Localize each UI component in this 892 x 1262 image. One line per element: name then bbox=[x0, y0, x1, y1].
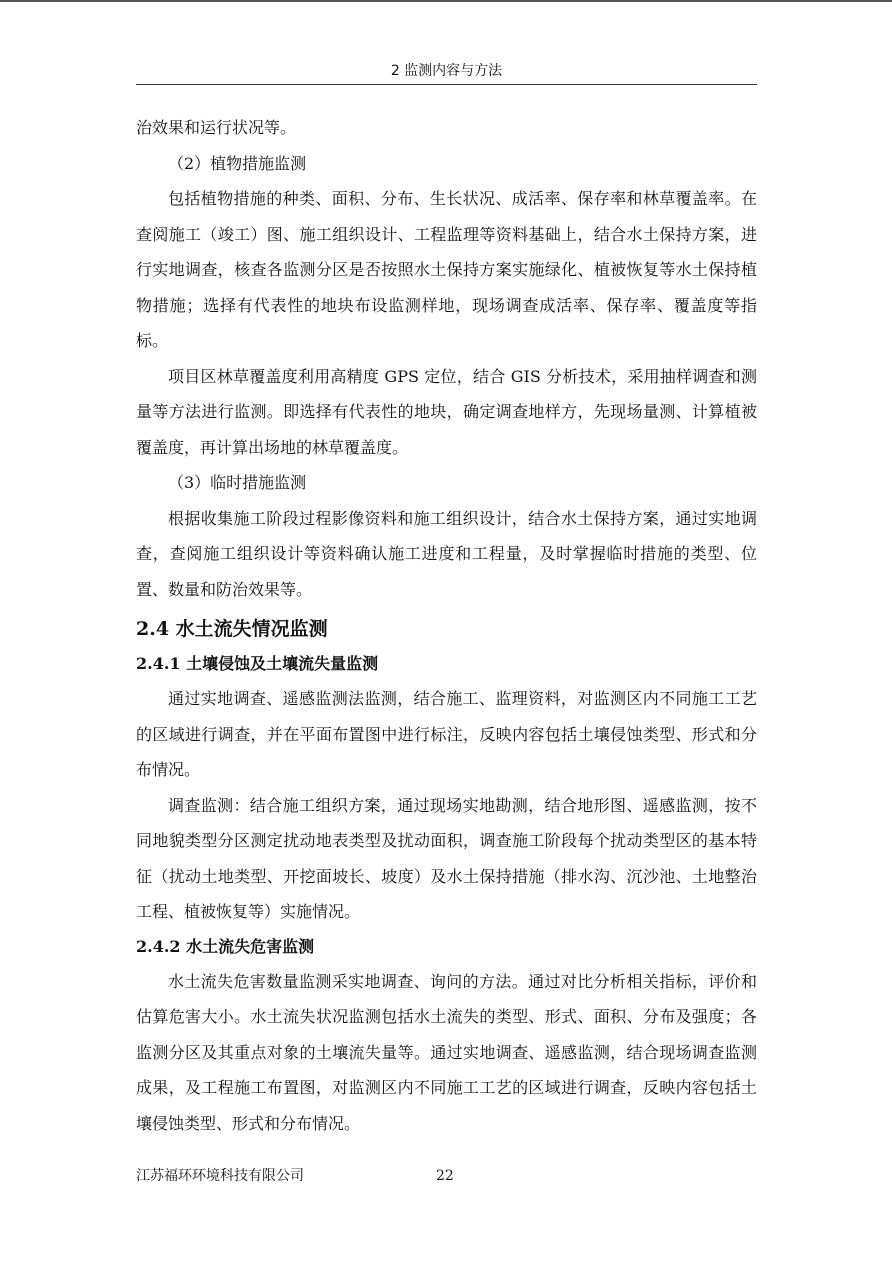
paragraph-erosion-monitoring: 通过实地调查、遥感监测法监测，结合施工、监理资料，对监测区内不同施工工艺的区域进行调查，并在平面布置图中进行标注，反映内容包括土壤侵蚀类型、形式和分布情况。 bbox=[136, 689, 757, 779]
paragraph-plant-measures: 包括植物措施的种类、面积、分布、生长状况、成活率、保存率和林草覆盖率。在查阅施工（竣工）图、施工组织设计、工程监理等资料基础上，结合水土保持方案，进行实地调查，核查各监测分区是否按照水土保持方案实施绿化、植被恢复等水土保持植物措施；选择有代表性的地块布设监测样地，现场调查成活率、保存率、覆盖度等指标。 bbox=[136, 189, 757, 350]
paragraph-survey-monitoring: 调查监测：结合施工组织方案，通过现场实地勘测，结合地形图、遥感监测，按不同地貌类型分区测定扰动地表类型及扰动面积，调查施工阶段每个扰动类型区的基本特征（扰动土地类型、开挖面坡长、坡度）及水土保持措施（排水沟、沉沙池、土地整治工程、植被恢复等）实施情况。 bbox=[136, 795, 757, 921]
page-number: 22 bbox=[436, 1168, 454, 1184]
paragraph-vegetation-coverage: 项目区林草覆盖度利用高精度 GPS 定位，结合 GIS 分析技术，采用抽样调查和测量等方法进行监测。即选择有代表性的地块，确定调查地样方，先现场量测、计算植被覆盖度，再计算出场地的林草覆盖度。 bbox=[136, 366, 757, 457]
page-body bbox=[136, 110, 757, 1141]
section-heading-2-4-1: 2.4.1 土壤侵蚀及土壤流失量监测 bbox=[136, 654, 379, 673]
paragraph-temporary-measures: 根据收集施工阶段过程影像资料和施工组织设计，结合水土保持方案，通过实地调查，查阅施工组织设计等资料确认施工进度和工程量，及时掌握临时措施的类型、位置、数量和防治效果等。 bbox=[136, 508, 757, 599]
paragraph-hazard-monitoring: 水土流失危害数量监测采实地调查、询问的方法。通过对比分析相关指标，评价和估算危害大小。水土流失状况监测包括水土流失的类型、形式、面积、分布及强度；各监测分区及其重点对象的土壤流失量等。通过实地调查、遥感监测，结合现场调查监测成果，及工程施工布置图，对监测区内不同施工工艺的区域进行调查，反映内容包括土壤侵蚀类型、形式和分布情况。 bbox=[136, 971, 757, 1133]
header-divider bbox=[136, 84, 757, 85]
subheading-temporary-measures: （3）临时措施监测 bbox=[168, 473, 307, 492]
paragraph-continuation: 治效果和运行状况等。 bbox=[136, 118, 297, 137]
section-heading-2-4-2: 2.4.2 水土流失危害监测 bbox=[136, 936, 315, 956]
footer-company-name: 江苏福环环境科技有限公司 bbox=[136, 1168, 304, 1184]
subheading-plant-measures: （2）植物措施监测 bbox=[168, 153, 307, 173]
running-header: 2 监测内容与方法 bbox=[390, 63, 503, 79]
section-heading-2-4: 2.4 水土流失情况监测 bbox=[136, 618, 328, 640]
top-border bbox=[0, 0, 892, 2]
